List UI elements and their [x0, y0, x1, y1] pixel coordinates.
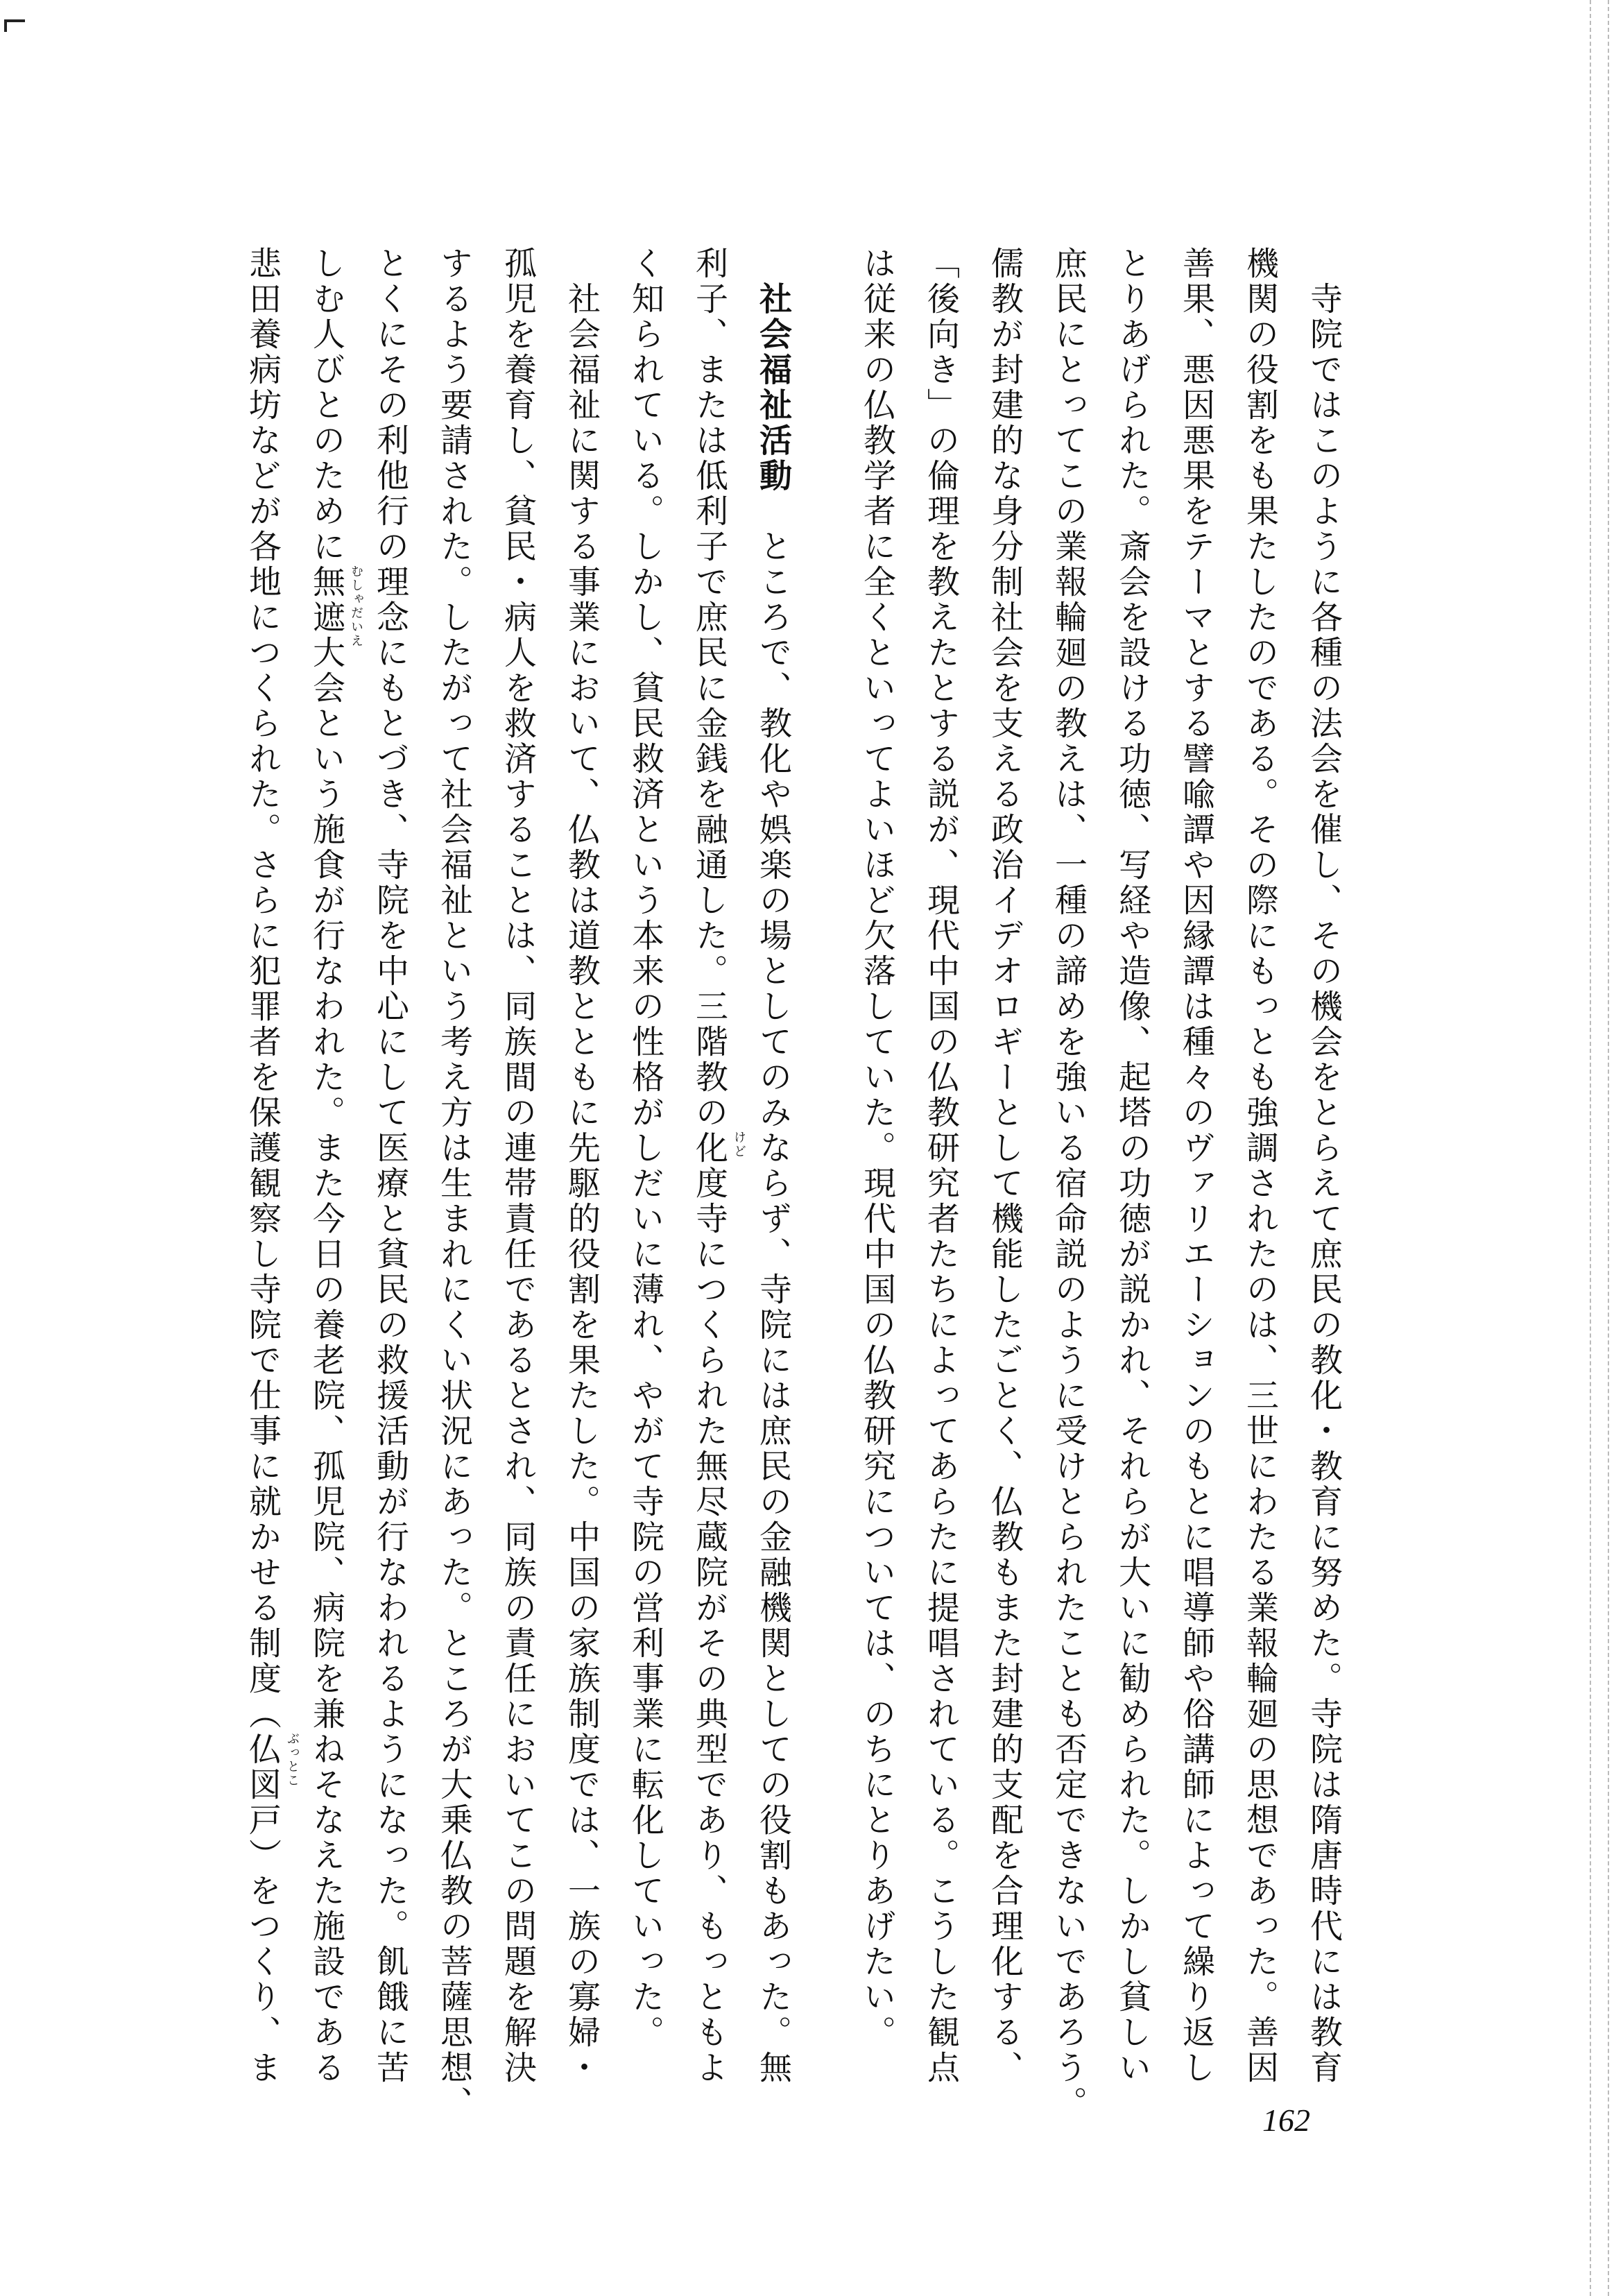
text-run: 儒教が封建的な身分制社会を支える政治イデオロギーとして機能したごとく、仏教もまた封建的支配を合理化する、	[986, 246, 1024, 2086]
ruby-reading: むしゃだいえ	[349, 565, 363, 648]
text-run: 寺院ではこのように各種の法会を催し、その機会をとらえて庶民の教化・教育に努めた。寺院は隋唐時代には教育	[1305, 282, 1343, 2086]
text-run: 悲田養病坊などが各地につくられた。さらに犯罪者を保護観察し寺院で仕事に就かせる制度（	[243, 246, 282, 1732]
text-column	[986, 246, 1024, 2086]
text-run: ところで、教化や娯楽の場としてのみならず、寺院には庶民の金融機関としての役割もあった。無	[754, 494, 792, 2086]
ruby-base: 無遮大会	[307, 565, 345, 706]
text-run: ）をつくり、ま	[243, 1838, 282, 2086]
text-column	[922, 246, 960, 2086]
text-column	[307, 246, 363, 2086]
text-run: という施食が行なわれた。また今日の養老院、孤児院、病院を兼ねそなえた施設である	[307, 706, 345, 2086]
text-run: 機関の役割をも果たしたのである。その際にもっとも強調されたのは、三世にわたる業報輪廻の思想であった。善因	[1241, 246, 1279, 2086]
text-column	[1113, 246, 1151, 2086]
text-run: く知られている。しかし、貧民救済という本来の性格がしだいに薄れ、やがて寺院の営利事業に転化していった。	[626, 246, 664, 2050]
text-column	[690, 246, 746, 2086]
text-column	[563, 282, 601, 2086]
ruby-base: 化度	[690, 1131, 728, 1201]
text-run: するよう要請された。したがって社会福祉という考え方は生まれにくい状況にあった。ところが大乗仏教の菩薩思想、	[435, 246, 473, 2121]
ruby-annotated-text	[243, 1732, 300, 1838]
ruby-reading: けど	[732, 1131, 746, 1158]
text-run: 利子、または低利子で庶民に金銭を融通した。三階教の	[690, 246, 728, 1131]
text-run: とりあげられた。斎会を設ける功徳、写経や造像、起塔の功徳が説かれ、それらが大いに勧められた。しかし貧しい	[1113, 246, 1151, 2086]
text-run: 孤児を養育し、貧民・病人を救済することは、同族間の連帯責任であるとされ、同族の責任においてこの問題を解決	[499, 246, 537, 2086]
ruby-annotated-text	[307, 565, 363, 706]
text-run: 寺につくられた無尽蔵院がその典型であり、もっともよ	[690, 1201, 728, 2086]
page-number: 162	[1262, 2102, 1310, 2138]
scan-corner-mark	[4, 19, 25, 32]
ruby-base: 仏図戸	[243, 1732, 282, 1838]
section-heading: 社会福祉活動	[754, 282, 792, 494]
text-column	[499, 246, 537, 2086]
scan-edge-line	[1590, 0, 1591, 2296]
text-run: 善果、悪因悪果をテーマとする譬喩譚や因縁譚は種々のヴァリエーションのもとに唱導師や俗講師によって繰り返し	[1177, 246, 1215, 2086]
ruby-annotated-text	[690, 1131, 746, 1201]
text-column	[1305, 282, 1343, 2086]
text-run: 「後向き」の倫理を教えたとする説が、現代中国の仏教研究者たちによってあらたに提唱されている。こうした観点	[922, 246, 960, 2086]
text-run: 社会福祉に関する事業において、仏教は道教とともに先駆的役割を果たした。中国の家族制度では、一族の寡婦・	[563, 282, 601, 2086]
text-column	[371, 246, 409, 2086]
text-run: は従来の仏教学者に全くといってよいほど欠落していた。現代中国の仏教研究については、のちにとりあげたい。	[858, 246, 896, 2050]
text-column	[435, 246, 473, 2121]
ruby-reading: ぶっとこ	[285, 1732, 300, 1788]
text-column	[754, 282, 792, 2086]
scan-edge-line	[1608, 0, 1609, 2296]
text-column	[243, 246, 300, 2086]
text-run: とくにその利他行の理念にもとづき、寺院を中心にして医療と貧民の救援活動が行なわれるようになった。飢餓に苦	[371, 246, 409, 2086]
text-column	[1049, 246, 1088, 2121]
text-column	[858, 246, 896, 2050]
text-column	[1241, 246, 1279, 2086]
text-run: しむ人びとのために	[307, 246, 345, 565]
text-column	[1177, 246, 1215, 2086]
text-run: 庶民にとってこの業報輪廻の教えは、一種の諦めを強いる宿命説のように受けとられたことも否定できないであろう。	[1049, 246, 1088, 2121]
text-column	[626, 246, 664, 2050]
